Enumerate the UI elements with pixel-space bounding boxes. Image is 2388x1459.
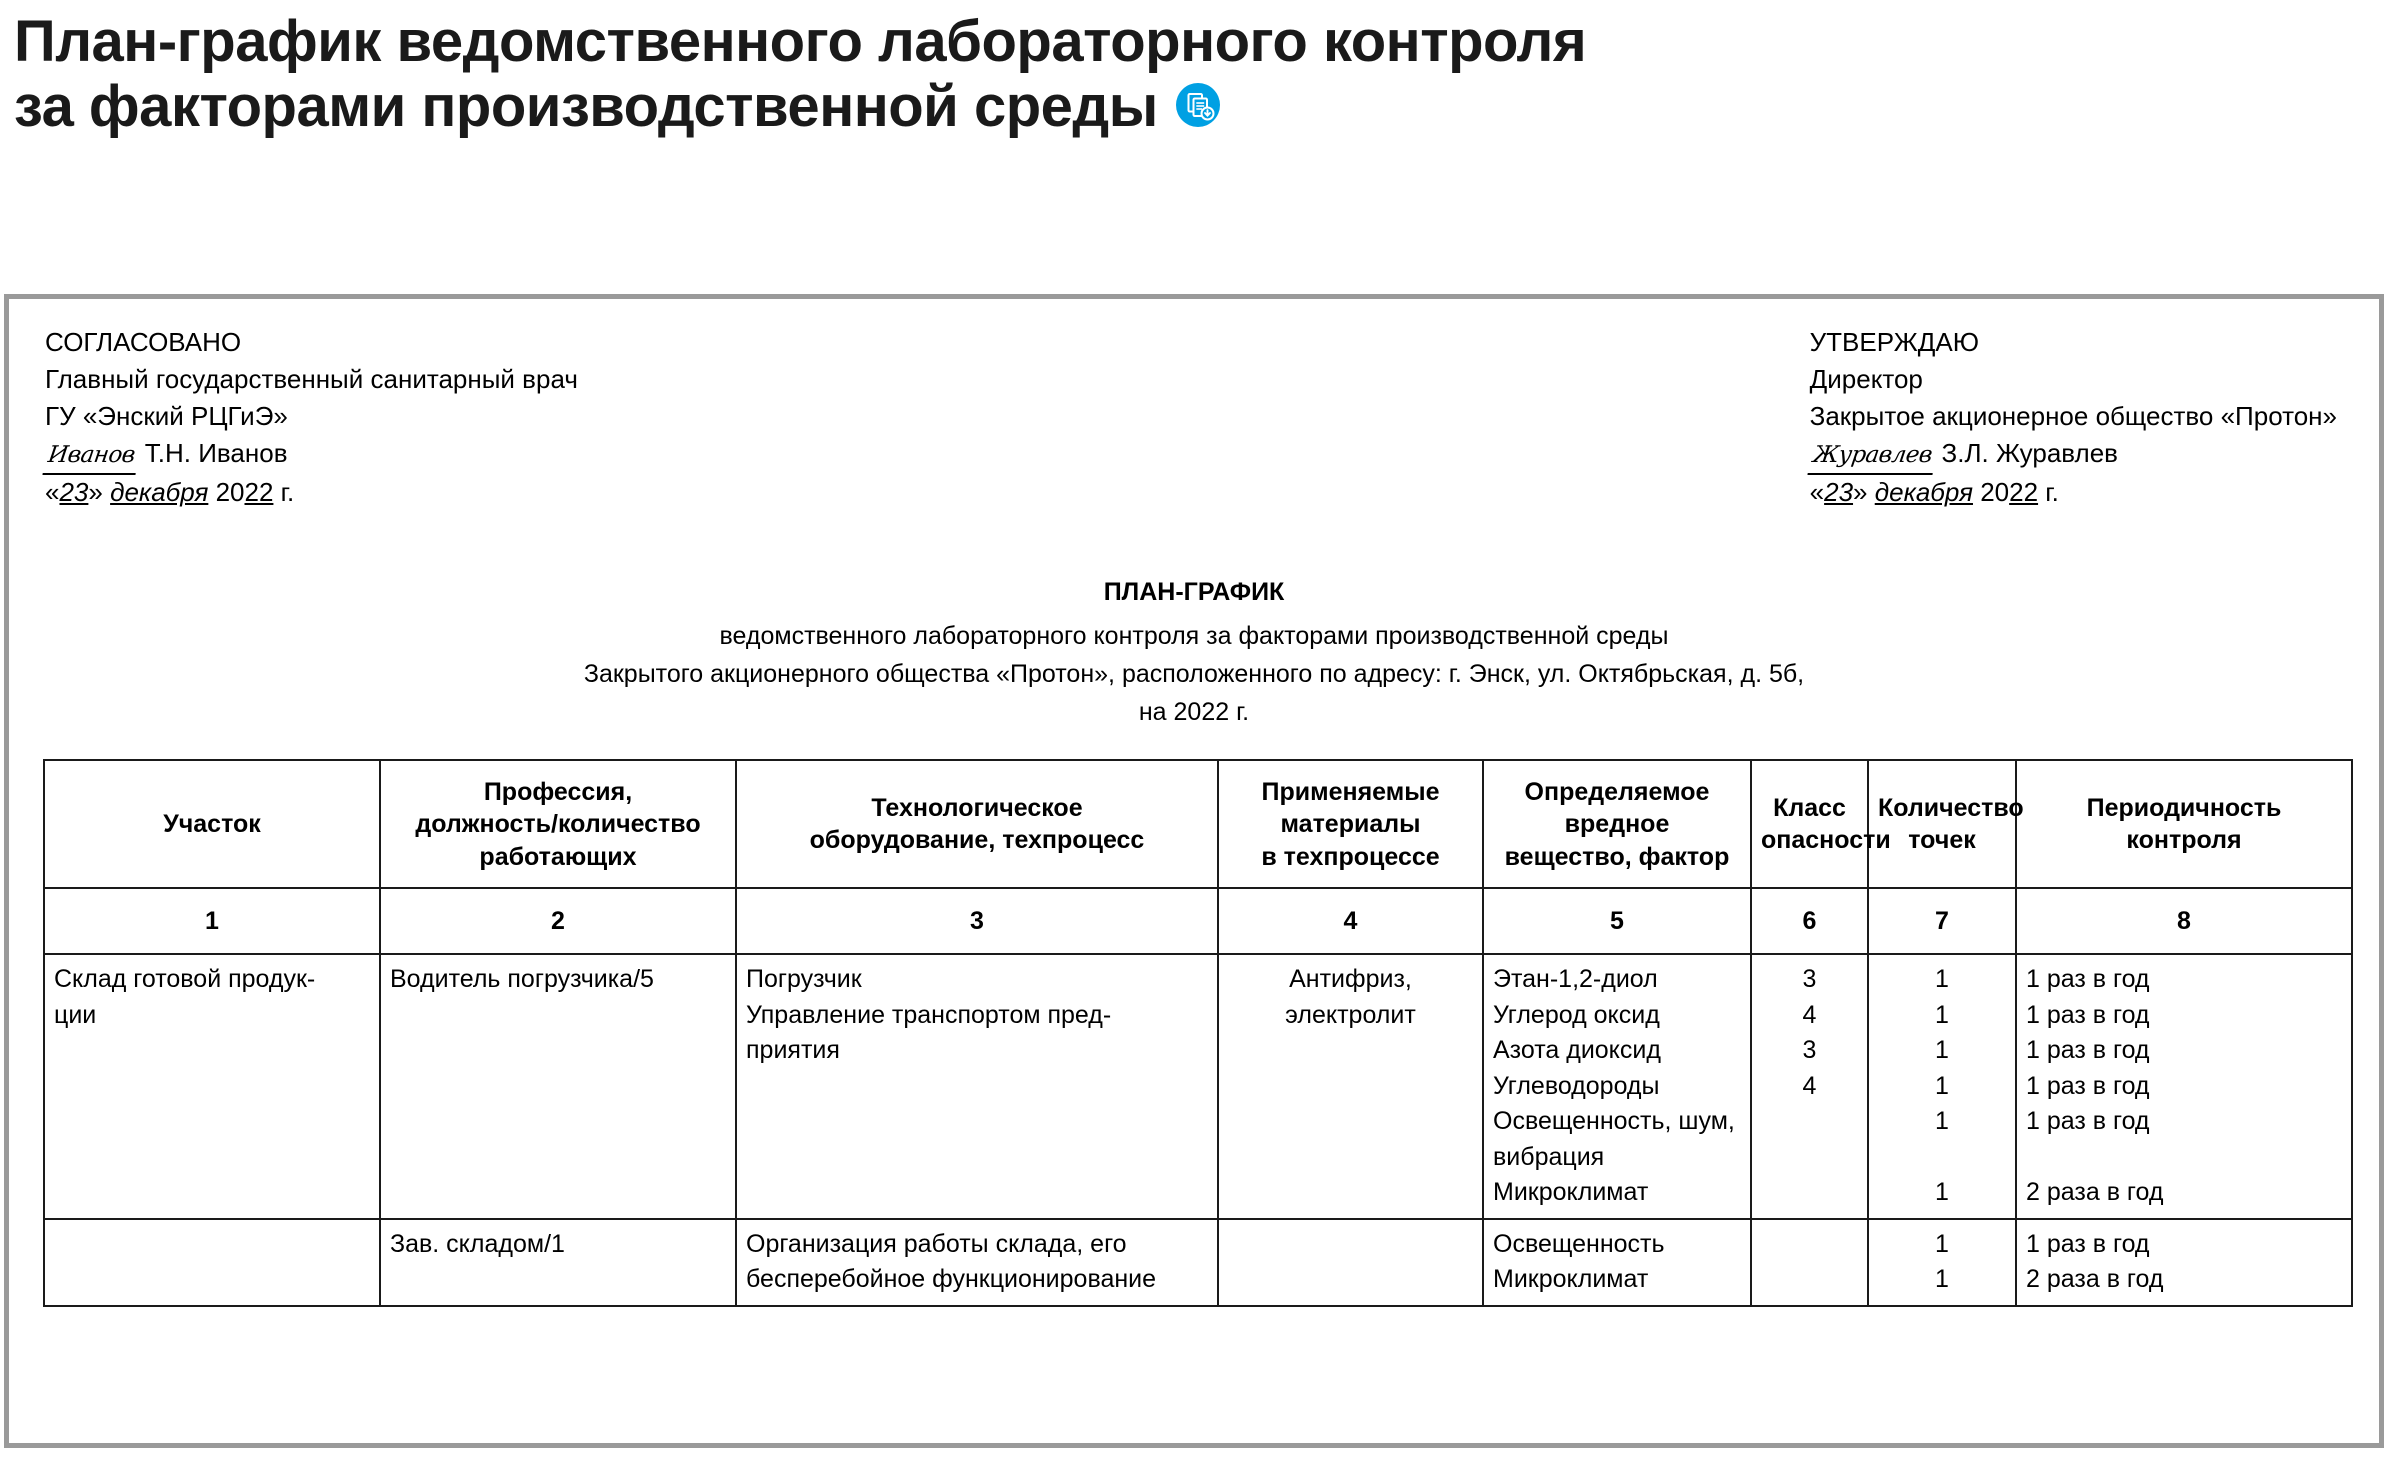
approved-name: З.Л. Журавлев	[1941, 437, 2118, 468]
document-heading	[9, 573, 2379, 731]
cell-points-count: 1 1	[1868, 1219, 2016, 1306]
column-number-7: 7	[1868, 888, 2016, 954]
download-document-icon[interactable]	[1176, 83, 1220, 127]
agreed-heading: СОГЛАСОВАНО	[45, 327, 242, 357]
agreed-date-quote-open: «	[45, 477, 60, 508]
column-number-5: 5	[1483, 888, 1751, 954]
cell-profession: Водитель погрузчика/5	[380, 954, 736, 1219]
cell-materials: Антифриз, электролит	[1218, 954, 1483, 1219]
cell-equipment: Организация работы склада, его бесперебойное функционирование	[736, 1219, 1218, 1306]
approved-date-tail: г.	[2045, 477, 2059, 508]
table-header-row	[44, 760, 2352, 888]
column-number-8: 8	[2016, 888, 2352, 954]
table-row	[44, 1219, 2352, 1306]
approved-organization: Закрытое акционерное общество «Протон»	[1809, 400, 2337, 431]
cell-frequency: 1 раз в год 2 раза в год	[2016, 1219, 2352, 1306]
cell-frequency: 1 раз в год 1 раз в год 1 раз в год 1 раз в год 1 раз в год 2 раза в год	[2016, 954, 2352, 1219]
agreed-date-line	[45, 474, 578, 511]
page-title-line-1: План-график ведомственного лабораторного контроля	[14, 9, 1587, 74]
agreed-position: Главный государственный санитарный врач	[45, 363, 578, 394]
plan-schedule-table	[43, 759, 2353, 1307]
agreed-date-month: декабря	[110, 477, 209, 508]
approved-position: Директор	[1809, 363, 1923, 394]
document-heading-line-1: ведомственного лабораторного контроля за факторами производственной среды	[719, 622, 1669, 651]
column-number-4: 4	[1218, 888, 1483, 954]
approved-date-quote-close: »	[1853, 477, 1868, 508]
agreed-date-tail: г.	[280, 477, 295, 508]
column-number-1: 1	[44, 888, 380, 954]
agreed-organization: ГУ «Энский РЦГиЭ»	[45, 400, 288, 431]
approved-signature: Журавлев	[1807, 439, 1937, 475]
agreed-date-year-prefix: 20	[215, 477, 245, 508]
column-number-6: 6	[1751, 888, 1868, 954]
approved-date-quote-open: «	[1809, 477, 1825, 508]
document-preview-frame	[4, 294, 2384, 1448]
agreed-signature: Иванов	[42, 439, 140, 475]
approved-date-month: декабря	[1874, 477, 1973, 508]
approved-date-day: 23	[1824, 477, 1854, 508]
approved-signature-line	[1810, 435, 2337, 475]
agreed-date-quote-close: »	[88, 477, 103, 508]
cell-equipment: Погрузчик Управление транспортом пред- приятия	[736, 954, 1218, 1219]
column-number-3: 3	[736, 888, 1218, 954]
agreed-date-year-suffix: 22	[244, 477, 274, 508]
column-header-materials: Применяемые материалы в техпроцессе	[1218, 760, 1483, 888]
column-header-frequency: Периодичность контроля	[2016, 760, 2352, 888]
cell-hazard-class: 3 4 3 4	[1751, 954, 1868, 1219]
agreed-signature-line	[45, 435, 578, 475]
agreed-date-day: 23	[59, 477, 89, 508]
column-header-profession: Профессия, должность/количество работающих	[380, 760, 736, 888]
document-heading-title: ПЛАН-ГРАФИК	[1103, 578, 1285, 607]
cell-profession: Зав. складом/1	[380, 1219, 736, 1306]
cell-uchastok: Склад готовой продук- ции	[44, 954, 380, 1219]
column-header-hazard-class: Класс опасности	[1751, 760, 1868, 888]
approved-date-year-suffix: 22	[2009, 477, 2039, 508]
approved-date-line	[1810, 474, 2337, 511]
cell-hazard-class	[1751, 1219, 1868, 1306]
approved-date-year-prefix: 20	[1980, 477, 2010, 508]
column-number-2: 2	[380, 888, 736, 954]
cell-uchastok	[44, 1219, 380, 1306]
page-title	[0, 0, 2100, 140]
cell-materials	[1218, 1219, 1483, 1306]
cell-factor: Освещенность Микроклимат	[1483, 1219, 1751, 1306]
column-header-factor: Определяемое вредное вещество, фактор	[1483, 760, 1751, 888]
document-heading-line-3: на 2022 г.	[1138, 698, 1250, 727]
approval-block-approved	[1810, 324, 2337, 511]
approved-heading: УТВЕРЖДАЮ	[1809, 327, 1979, 357]
column-header-equipment: Технологическое оборудование, техпроцесс	[736, 760, 1218, 888]
page-title-line-2: за факторами производственной среды	[14, 73, 1158, 139]
column-header-uchastok: Участок	[44, 760, 380, 888]
approval-header	[9, 299, 2379, 511]
column-header-points-count: Количество точек	[1868, 760, 2016, 888]
agreed-name: Т.Н. Иванов	[144, 437, 288, 468]
table-column-number-row	[44, 888, 2352, 954]
cell-points-count: 1 1 1 1 1 1	[1868, 954, 2016, 1219]
cell-factor: Этан-1,2-диол Углерод оксид Азота диоксид Углеводороды Освещенность, шум, вибрация Микроклимат	[1483, 954, 1751, 1219]
table-row	[44, 954, 2352, 1219]
approval-block-agreed	[45, 324, 578, 511]
document-heading-line-2: Закрытого акционерного общества «Протон», расположенного по адресу: г. Энск, ул. Октябрьская, д. 5б,	[583, 660, 1805, 689]
